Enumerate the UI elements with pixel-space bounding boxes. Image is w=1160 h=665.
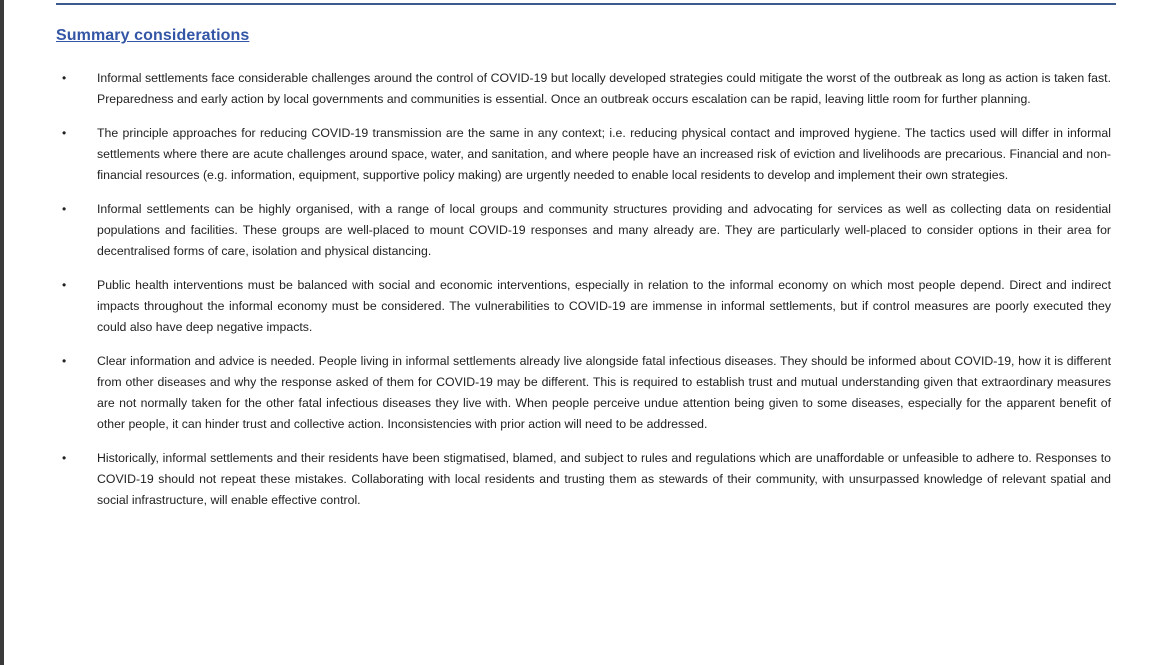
bullet-icon: • — [62, 354, 67, 368]
list-item — [4, 275, 1111, 338]
list-item-text: Public health interventions must be balanced with social and economic interventions, especially in relation to the informal economy on which most people depend. Direct and indirect impacts throughout the informal economy must be considered. The vulnerabilities to COVID-19 are immense in informal settlements, but if control measures are poorly executed they could also have deep negative impacts. — [97, 278, 1111, 334]
bullet-icon: • — [62, 126, 67, 140]
list-item-text: Clear information and advice is needed. People living in informal settlements already live alongside fatal infectious diseases. They should be informed about COVID-19, how it is different from other diseases and why the response asked of them for COVID-19 may be different. This is required to establish trust and mutual understanding given that extraordinary measures are not normally taken for the other fatal infectious diseases they live with. When people perceive undue attention being given to some diseases, especially for the apparent benefit of other people, it can hinder trust and collective action. Inconsistencies with prior action will need to be addressed. — [97, 354, 1111, 431]
list-item-text: Informal settlements face considerable challenges around the control of COVID-19 but locally developed strategies could mitigate the worst of the outbreak as long as action is taken fast. Preparedness and early action by local governments and communities is essential. Once an outbreak occurs escalation can be rapid, leaving little room for further planning. — [97, 71, 1111, 106]
list-item — [4, 351, 1111, 435]
list-item — [4, 123, 1111, 186]
top-rule — [56, 3, 1116, 5]
bullet-icon: • — [62, 71, 67, 85]
bullet-icon: • — [62, 278, 67, 292]
list-item — [4, 448, 1111, 511]
list-item-text: The principle approaches for reducing COVID-19 transmission are the same in any context; i.e. reducing physical contact and improved hygiene. The tactics used will differ in informal settlements where there are acute challenges around space, water, and sanitation, and where people have an increased risk of eviction and livelihoods are precarious. Financial and non-financial resources (e.g. information, equipment, supportive policy making) are urgently needed to enable local residents to develop and implement their own strategies. — [97, 126, 1111, 182]
document-page — [4, 0, 1160, 665]
section-heading: Summary considerations — [56, 27, 250, 44]
list-item — [4, 68, 1111, 110]
summary-list — [4, 68, 1160, 524]
list-item — [4, 199, 1111, 262]
bullet-icon: • — [62, 202, 67, 216]
list-item-text: Informal settlements can be highly organised, with a range of local groups and community structures providing and advocating for services as well as collecting data on residential populations and facilities. These groups are well-placed to mount COVID-19 responses and many already are. They are particularly well-placed to consider options in their area for decentralised forms of care, isolation and physical distancing. — [97, 202, 1111, 258]
list-item-text: Historically, informal settlements and their residents have been stigmatised, blamed, and subject to rules and regulations which are unaffordable or unfeasible to adhere to. Responses to COVID-19 should not repeat these mistakes. Collaborating with local residents and trusting them as stewards of their community, with unsurpassed knowledge of relevant spatial and social infrastructure, will enable effective control. — [97, 451, 1111, 507]
bullet-icon: • — [62, 451, 67, 465]
